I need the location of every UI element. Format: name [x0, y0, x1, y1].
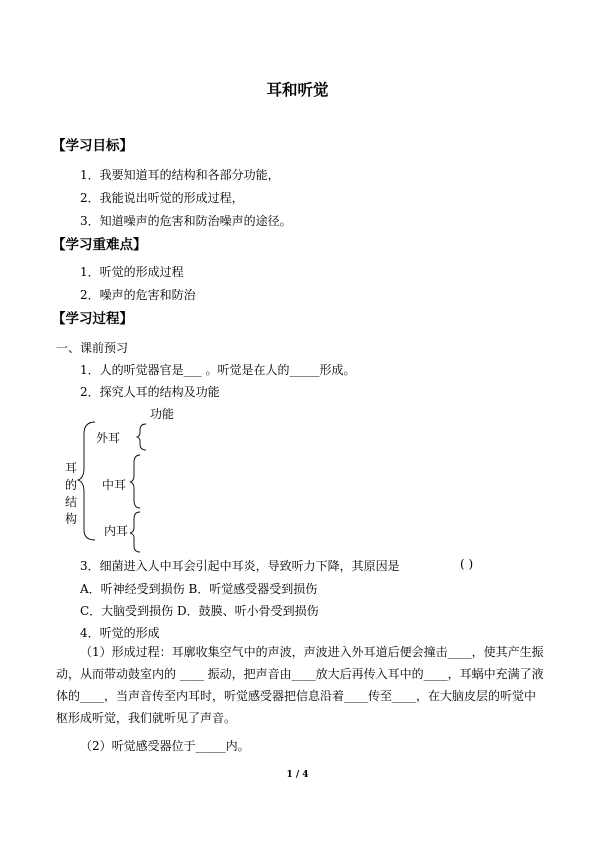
key-point-2: 2．噪声的危害和防治	[80, 288, 196, 302]
question-3-options-ab: A．听神经受到损伤 B．听觉感受器受到损伤	[80, 582, 318, 596]
page-title: 耳和听觉	[266, 81, 329, 99]
preview-label: 一、课前预习	[56, 341, 129, 355]
question-3-answer-paren: ( )	[460, 557, 474, 571]
ear-structure-label: 耳的结构	[64, 461, 77, 526]
page-number: 1 / 4	[286, 770, 309, 780]
question-2: 2．探究人耳的结构及功能	[80, 385, 220, 399]
question-3-options-cd: C．大脑受到损伤 D．鼓膜、听小骨受到损伤	[80, 604, 319, 618]
main-brace	[78, 422, 95, 540]
question-4-paragraph-2: （2）听觉感受器位于_____内。	[80, 739, 250, 753]
goals-heading: 【学习目标】	[52, 138, 133, 154]
outer-ear-brace	[137, 424, 146, 450]
question-4: 4．听觉的形成	[80, 626, 160, 640]
key-points-heading: 【学习重难点】	[52, 237, 147, 253]
outer-ear-label: 外耳	[96, 431, 121, 445]
process-heading: 【学习过程】	[52, 311, 133, 327]
goal-item-3: 3．知道噪声的危害和防治噪声的途径。	[80, 214, 292, 228]
middle-ear-brace	[130, 455, 140, 508]
question-4-paragraph-1: （1）形成过程：耳廓收集空气中的声波，声波进入外耳道后便会撞击____，使其产生振动，从而带动鼓室内的 ____ 振动，把声音由____放大后再传入耳中的____，耳蜗中充满了液体的____，当声音传至内耳时，听觉感受器把信息沿着____传至____，在大脑皮层的听觉中枢形成听觉，我们就听见了声音。	[56, 645, 544, 725]
question-3: 3．细菌进入人中耳会引起中耳炎，导致听力下降，其原因是	[80, 559, 400, 573]
question-1: 1．人的听觉器官是___ 。听觉是在人的_____形成。	[80, 363, 356, 377]
goal-item-2: 2．我能说出听觉的形成过程，	[80, 191, 244, 205]
middle-ear-label: 中耳	[102, 478, 127, 492]
inner-ear-brace	[130, 512, 140, 552]
function-label: 功能	[150, 407, 175, 421]
inner-ear-label: 内耳	[104, 524, 129, 538]
key-point-1: 1．听觉的形成过程	[80, 265, 184, 279]
goal-item-1: 1．我要知道耳的结构和各部分功能，	[80, 168, 280, 182]
